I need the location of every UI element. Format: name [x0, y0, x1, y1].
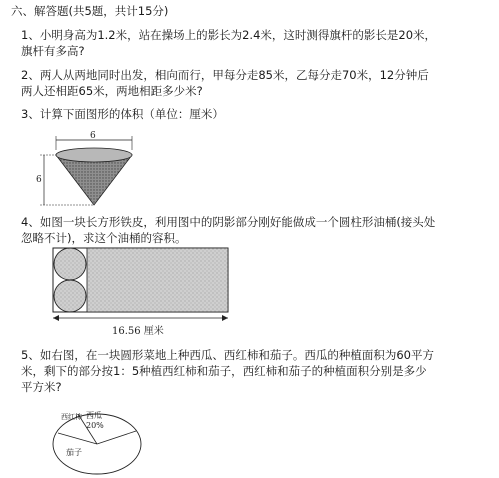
pie-label-watermelon: 西瓜 — [86, 411, 102, 420]
question-5-line-1: 5、如右图，在一块圆形菜地上种西瓜、西红柿和茄子。西瓜的种植面积为60平方 — [21, 348, 434, 362]
pie-label-percent: 20% — [86, 421, 104, 430]
cone-side-label: 6 — [36, 175, 42, 185]
question-1-line-1: 1、小明身高为1.2米，站在操场上的影长为2.4米，这时测得旗杆的影长是20米， — [21, 28, 437, 42]
question-5-line-3: 平方米? — [21, 380, 62, 394]
question-3-line-1: 3、计算下面图形的体积（单位：厘米） — [21, 107, 224, 121]
section-title: 六、解答题(共5题，共计15分) — [11, 4, 169, 18]
rectangle-width-label: 16.56 厘米 — [112, 326, 164, 337]
question-4-line-1: 4、如图一块长方形铁皮，利用图中的阴影部分刚好能做成一个圆柱形油桶(接头处 — [21, 215, 436, 229]
cone-top-label: 6 — [90, 131, 96, 141]
question-5-line-2: 米，剩下的部分按1：5种植西红柿和茄子，西红柿和茄子的种植面积分别是多少 — [21, 364, 427, 378]
question-2-line-2: 两人还相距65米，两地相距多少米? — [21, 84, 203, 98]
question-2-line-1: 2、两人从两地同时出发，相向而行，甲每分走85米，乙每分走70米，12分钟后 — [21, 68, 429, 82]
pie-label-tomato: 西红柿 — [61, 413, 82, 421]
pie-label-eggplant: 茄子 — [66, 448, 82, 457]
question-4-line-2: 忽略不计)，求这个油桶的容积。 — [21, 231, 187, 245]
question-1-line-2: 旗杆有多高? — [21, 44, 85, 58]
